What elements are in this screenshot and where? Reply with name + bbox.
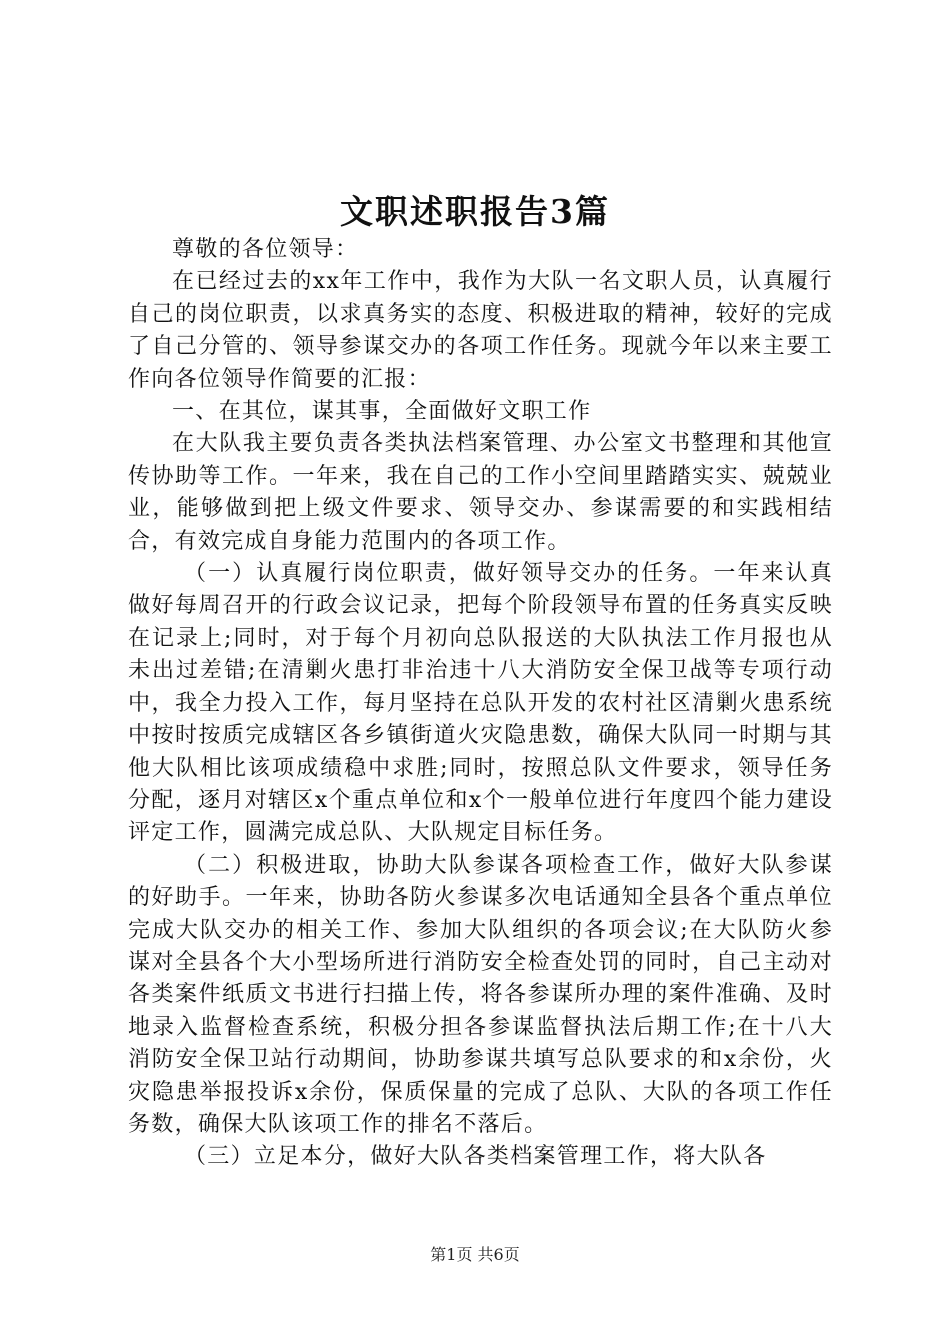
- subsection-1-paragraph: （一）认真履行岗位职责，做好领导交办的任务。一年来认真做好每周召开的行政会议记录，把每个阶段领导布置的任务真实反映在记录上;同时，对于每个月初向总队报送的大队执法工作月报也从未出过差错;在清剿火患打非治违十八大消防安全保卫战等专项行动中，我全力投入工作，每月坚持在总队开发的农村社区清剿火患系统中按时按质完成辖区各乡镇街道火灾隐患数，确保大队同一时期与其他大队相比该项成绩稳中求胜;同时，按照总队文件要求，领导任务分配，逐月对辖区x个重点单位和x个一般单位进行年度四个能力建设评定工作，圆满完成总队、大队规定目标任务。: [128, 561, 833, 846]
- subsection-3-paragraph: （三）立足本分，做好大队各类档案管理工作，将大队各: [184, 1144, 767, 1170]
- subsection-2-paragraph: （二）积极进取，协助大队参谋各项检查工作，做好大队参谋的好助手。一年来，协助各防火参谋多次电话通知全县各个重点单位完成大队交办的相关工作、参加大队组织的各项会议;在大队防火参谋对全县各个大小型场所进行消防安全检查处罚的同时，自己主动对各类案件纸质文书进行扫描上传，将各参谋所办理的案件准确、及时地录入监督检查系统，积极分担各参谋监督执法后期工作;在十八大消防安全保卫站行动期间，协助参谋共填写总队要求的和x余份，火灾隐患举报投诉x余份，保质保量的完成了总队、大队的各项工作任务数，确保大队该项工作的排名不落后。: [128, 852, 833, 1137]
- page-number-footer: 第1页 共6页: [430, 1245, 520, 1264]
- section-paragraph: 在大队我主要负责各类执法档案管理、办公室文书整理和其他宣传协助等工作。一年来，我在自己的工作小空间里踏踏实实、兢兢业业，能够做到把上级文件要求、领导交办、参谋需要的和实践相结合，有效完成自身能力范围内的各项工作。: [128, 431, 833, 554]
- section-heading: 一、在其位，谋其事，全面做好文职工作: [172, 399, 592, 425]
- document-title: 文职述职报告3篇: [340, 192, 610, 231]
- intro-paragraph: 在已经过去的xx年工作中，我作为大队一名文职人员，认真履行自己的岗位职责，以求真务实的态度、积极进取的精神，较好的完成了自己分管的、领导参谋交办的各项工作任务。现就今年以来主要工作向各位领导作简要的汇报：: [128, 269, 833, 392]
- document-body: [128, 234, 833, 1174]
- salutation: 尊敬的各位领导：: [172, 237, 359, 262]
